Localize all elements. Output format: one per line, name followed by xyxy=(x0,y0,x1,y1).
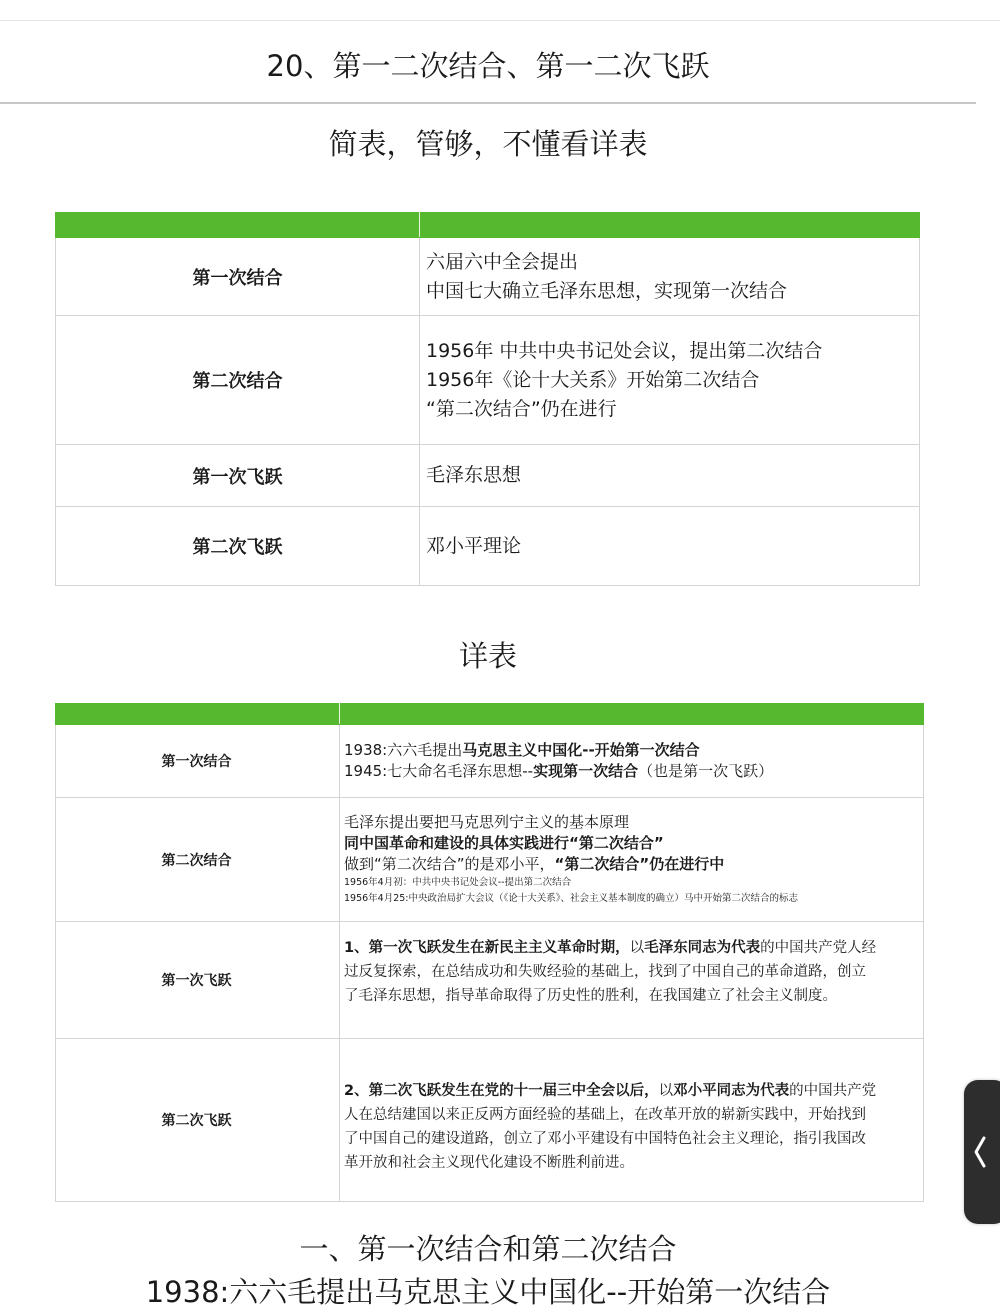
bold-text: 2、第二次飞跃发生在党的十一届三中全会以后， xyxy=(344,1083,659,1099)
row-label: 第一次飞跃 xyxy=(56,922,340,1039)
row-label: 第二次飞跃 xyxy=(56,1039,340,1202)
simple-table xyxy=(55,212,920,586)
footnote-line: 1956年4月初：中共中央书记处会议--提出第二次结合 xyxy=(344,877,572,888)
row-content xyxy=(420,316,920,445)
table-row xyxy=(56,922,924,1039)
text-run: 的中国共产党 xyxy=(789,1083,877,1099)
content-line: 过反复探索，在总结成功和失败经验的基础上，找到了中国自己的革命道路，创立 xyxy=(344,964,866,980)
text-run: 以 xyxy=(658,1083,674,1099)
content-line: “第二次结合”仍在进行 xyxy=(426,397,617,420)
content-line: 同中国革命和建设的具体实践进行“第二次结合” xyxy=(344,834,664,852)
row-content xyxy=(340,922,924,1039)
top-divider xyxy=(0,20,1000,21)
content-line xyxy=(344,761,923,782)
bold-text: 邓小平同志为代表 xyxy=(673,1083,790,1099)
bold-text: 毛泽东同志为代表 xyxy=(644,940,761,956)
row-label: 第二次结合 xyxy=(56,798,340,922)
content-line xyxy=(344,740,923,761)
table-row xyxy=(56,445,920,507)
content-line: 1956年《论十大关系》开始第二次结合 xyxy=(426,368,760,391)
row-label: 第二次飞跃 xyxy=(56,507,420,586)
row-content xyxy=(420,507,920,586)
row-label: 第一次结合 xyxy=(56,238,420,316)
simple-table-heading: 简表，管够，不懂看详表 xyxy=(328,127,648,161)
content-line: 六届六中全会提出 xyxy=(426,250,579,273)
header-cell xyxy=(56,704,340,725)
table-row xyxy=(56,725,924,798)
table-row xyxy=(56,507,920,586)
detail-table-heading: 详表 xyxy=(458,639,517,673)
content-line: 革开放和社会主义现代化建设不断胜利前进。 xyxy=(344,1155,634,1171)
content-line: 人在总结建国以来正反两方面经验的基础上，在改革开放的崭新实践中，开始找到 xyxy=(344,1107,866,1123)
row-label: 第一次结合 xyxy=(56,725,340,798)
content-line: 毛泽东思想 xyxy=(426,464,522,486)
header-cell xyxy=(56,213,420,238)
bold-text: “第二次结合”仍在进行中 xyxy=(554,855,725,873)
content-line: 邓小平理论 xyxy=(426,534,522,557)
row-content xyxy=(340,725,924,798)
table-row xyxy=(56,798,924,922)
row-label: 第二次结合 xyxy=(56,316,420,445)
content-line: 了中国自己的建设道路，创立了邓小平建设有中国特色社会主义理论，指引我国改 xyxy=(344,1131,866,1147)
section-subheading: 1938:六六毛提出马克思主义中国化--开始第一次结合 xyxy=(145,1275,831,1309)
content-line: 中国七大确立毛泽东思想，实现第一次结合 xyxy=(426,279,788,302)
content-line xyxy=(344,854,923,875)
row-label: 第一次飞跃 xyxy=(56,445,420,507)
header-cell xyxy=(420,213,920,238)
chevron-left-icon xyxy=(968,1132,992,1172)
text-run: （也是第一次飞跃） xyxy=(638,762,774,780)
page-title: 20、第一二次结合、第一二次飞跃 xyxy=(266,49,710,83)
section-heading: 一、第一次结合和第二次结合 xyxy=(299,1232,677,1266)
content-line: 1956年 中共中央书记处会议，提出第二次结合 xyxy=(426,339,823,362)
row-content xyxy=(340,798,924,922)
row-content xyxy=(420,445,920,507)
row-content xyxy=(420,238,920,316)
title-divider xyxy=(0,102,976,104)
detail-table xyxy=(55,703,924,1202)
table-header-row xyxy=(56,704,924,725)
content-line: 了毛泽东思想，指导革命取得了历史性的胜利，在我国建立了社会主义制度。 xyxy=(344,988,837,1004)
bold-text: 实现第一次结合 xyxy=(533,762,639,780)
side-drawer-handle[interactable] xyxy=(964,1080,1000,1224)
footnote-line: 1956年4月25:中央政治局扩大会议（《论十大关系》、社会主义基本制度的确立）马中开始第二次结合的标志 xyxy=(344,893,799,904)
content-line: 毛泽东提出要把马克思列宁主义的基本原理 xyxy=(344,813,630,831)
content-line xyxy=(344,936,915,960)
text-run: 的中国共产党人经 xyxy=(760,940,877,956)
text-run: 以 xyxy=(629,940,645,956)
table-row xyxy=(56,1039,924,1202)
table-header-row xyxy=(56,213,920,238)
row-content xyxy=(340,1039,924,1202)
bold-text: 马克思主义中国化--开始第一次结合 xyxy=(462,741,700,759)
text-run: 1938:六六毛提出 xyxy=(344,741,463,759)
table-row xyxy=(56,238,920,316)
table-row xyxy=(56,316,920,445)
text-run: 1945:七大命名毛泽东思想-- xyxy=(344,762,534,780)
header-cell xyxy=(340,704,924,725)
content-line xyxy=(344,1079,915,1103)
bold-text: 1、第一次飞跃发生在新民主主义革命时期， xyxy=(344,940,630,956)
text-run: 做到“第二次结合”的是邓小平， xyxy=(344,855,555,873)
